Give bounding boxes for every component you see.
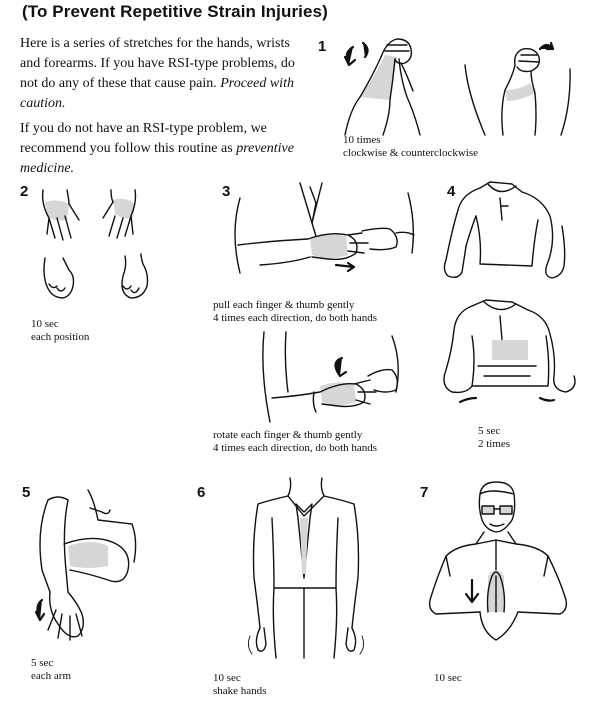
step-5-caption-line2: each arm bbox=[31, 670, 71, 682]
step-6-number: 6 bbox=[197, 484, 206, 501]
step-7-caption-line1: 10 sec bbox=[434, 672, 462, 684]
step-4-number: 4 bbox=[447, 183, 456, 200]
step-7-caption bbox=[434, 672, 462, 685]
step-6-caption-line2: shake hands bbox=[213, 685, 267, 697]
step-1-caption-line1: 10 times bbox=[343, 134, 381, 146]
step-3-caption-a-line2: 4 times each direction, do both hands bbox=[213, 312, 378, 324]
step-3-caption-b-line1: rotate each finger & thumb gently bbox=[213, 429, 363, 441]
step-3-caption-b-line2: 4 times each direction, do both hands bbox=[213, 442, 378, 454]
step-4-illustration bbox=[432, 180, 580, 410]
step-1-caption bbox=[343, 134, 478, 160]
intro-p1-italic: Proceed with caution. bbox=[20, 76, 294, 111]
step-5-illustration bbox=[28, 490, 140, 650]
step-5-caption-line1: 5 sec bbox=[31, 657, 54, 669]
intro-text bbox=[20, 34, 305, 184]
step-4-caption-line2: 2 times bbox=[478, 438, 511, 450]
step-1-illustration bbox=[335, 35, 580, 135]
step-4-caption-line1: 5 sec bbox=[478, 425, 501, 437]
step-5-number: 5 bbox=[22, 484, 31, 501]
step-3-caption-a-line1: pull each finger & thumb gently bbox=[213, 299, 355, 311]
step-7-number: 7 bbox=[420, 484, 429, 501]
step-3-illustration-a bbox=[230, 183, 420, 293]
step-7-illustration bbox=[420, 480, 585, 650]
intro-p1-text: Here is a series of stretches for the hands, wrists and forearms. If you have RSI-type problems, do not do any of these that cause pain. bbox=[20, 36, 295, 91]
step-4-caption bbox=[478, 425, 510, 451]
step-3-illustration-b bbox=[258, 332, 408, 427]
step-2-number: 2 bbox=[20, 183, 29, 200]
step-3-number: 3 bbox=[222, 183, 231, 200]
page-title: (To Prevent Repetitive Strain Injuries) bbox=[22, 2, 328, 21]
intro-p2-text: If you do not have an RSI-type problem, we recommend you follow this routine as bbox=[20, 121, 267, 156]
step-1-caption-line2: clockwise & counterclockwise bbox=[343, 147, 479, 159]
step-3-caption-a bbox=[213, 299, 377, 325]
step-2-illustration bbox=[35, 190, 165, 310]
step-6-caption-line1: 10 sec bbox=[213, 672, 241, 684]
step-2-caption bbox=[31, 318, 89, 344]
step-1-number: 1 bbox=[318, 38, 327, 55]
intro-paragraph-2 bbox=[20, 119, 305, 179]
intro-p2-italic: preventive medicine. bbox=[20, 141, 294, 176]
step-6-caption bbox=[213, 672, 266, 698]
step-6-illustration bbox=[240, 478, 370, 658]
intro-paragraph-1 bbox=[20, 34, 305, 114]
step-5-caption bbox=[31, 657, 71, 683]
step-2-caption-line2: each position bbox=[31, 331, 90, 343]
step-2-caption-line1: 10 sec bbox=[31, 318, 59, 330]
step-3-caption-b bbox=[213, 429, 377, 455]
